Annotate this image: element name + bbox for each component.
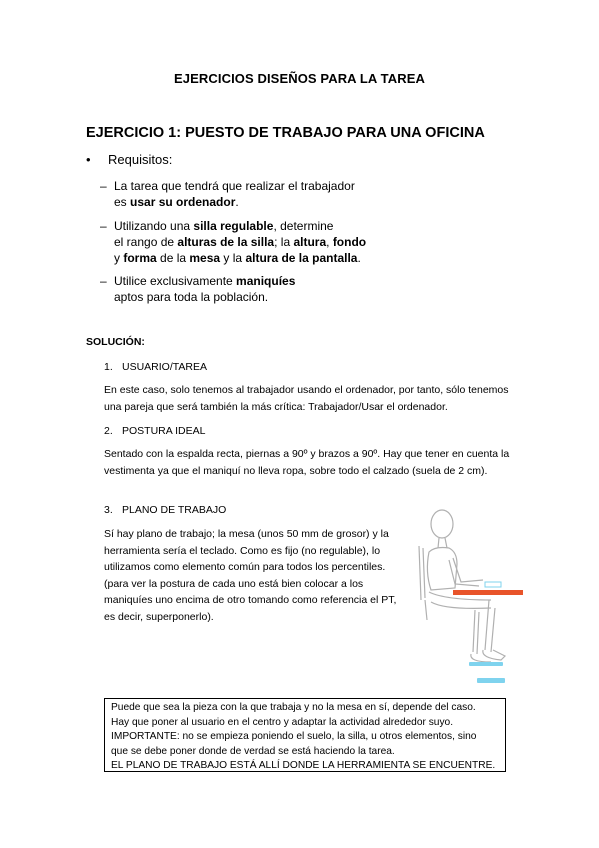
- dash: –: [100, 274, 107, 288]
- note-line-2: Hay que poner al usuario en el centro y adaptar la actividad alrededor suyo.: [111, 716, 454, 728]
- section-1-heading: 1. USUARIO/TAREA: [104, 361, 207, 373]
- requirement-item-1: [100, 178, 400, 212]
- dash: –: [100, 179, 107, 193]
- note-line-1: Puede que sea la pieza con la que trabaja y no la mesa en sí, depende del caso.: [111, 702, 476, 713]
- shoe-sole-back: [477, 678, 505, 683]
- note-line-4: que se debe poner donde de verdad se está haciendo la tarea.: [111, 745, 395, 757]
- desk-surface: [453, 590, 523, 595]
- bullet: •: [86, 152, 91, 167]
- requirement-2-line-2: el rango de alturas de la silla; la altura, fondo: [114, 235, 367, 249]
- solution-label: SOLUCIÓN:: [86, 336, 145, 348]
- requirement-2-line-3: y forma de la mesa y la altura de la pantalla.: [114, 251, 361, 265]
- section-2-heading: 2. POSTURA IDEAL: [104, 425, 206, 437]
- document-title: EJERCICIOS DISEÑOS PARA LA TAREA: [174, 71, 425, 86]
- requirement-item-2: [100, 218, 400, 268]
- section-3-text: Sí hay plano de trabajo; la mesa (unos 50 mm de grosor) y la herramienta sería el teclado. Como es fijo (no regulable), lo utilizamos como elemento común para todos los percentiles. (para ver la postura de cada uno está bien colocar a los maniquíes uno encima de otro tomando como referencia el PT, es decir, superponerlo).: [104, 528, 397, 623]
- requirement-2-line-1: Utilizando una silla regulable, determine: [114, 219, 334, 233]
- requirement-3-line-2: aptos para toda la población.: [114, 290, 269, 304]
- note-line-3: IMPORTANTE: no se empieza poniendo el suelo, la silla, u otros elementos, sino: [111, 731, 477, 742]
- section-1-text: En este caso, solo tenemos al trabajador usando el ordenador, por tanto, sólo tenemos una pareja que será también la más crítica: Trabajador/Usar el ordenador.: [104, 384, 509, 413]
- requirement-3-line-1: Utilice exclusivamente maniquíes: [114, 274, 296, 288]
- exercise-heading: EJERCICIO 1: PUESTO DE TRABAJO PARA UNA OFICINA: [86, 125, 485, 141]
- requirements-label-row: [86, 152, 172, 167]
- shoe-sole-front: [469, 662, 503, 666]
- note-box: [104, 698, 506, 772]
- section-2-text: Sentado con la espalda recta, piernas a 90º y brazos a 90º. Hay que tener en cuenta la vestimenta ya que el maniquí no lleva ropa, sobre todo el calzado (suela de 2 cm).: [104, 448, 510, 477]
- seated-mannequin-illustration: [405, 502, 530, 688]
- requirement-1-line-1: La tarea que tendrá que realizar el trabajador: [114, 179, 355, 193]
- requirement-1-line-2: es usar su ordenador.: [114, 195, 239, 209]
- dash: –: [100, 219, 107, 233]
- requirement-item-3: [100, 273, 400, 307]
- note-line-5: EL PLANO DE TRABAJO ESTÁ ALLÍ DONDE LA HERRAMIENTA SE ENCUENTRE.: [111, 760, 496, 771]
- section-3-heading: 3. PLANO DE TRABAJO: [104, 504, 227, 516]
- requirements-label: Requisitos:: [108, 152, 173, 167]
- keyboard: [485, 582, 501, 587]
